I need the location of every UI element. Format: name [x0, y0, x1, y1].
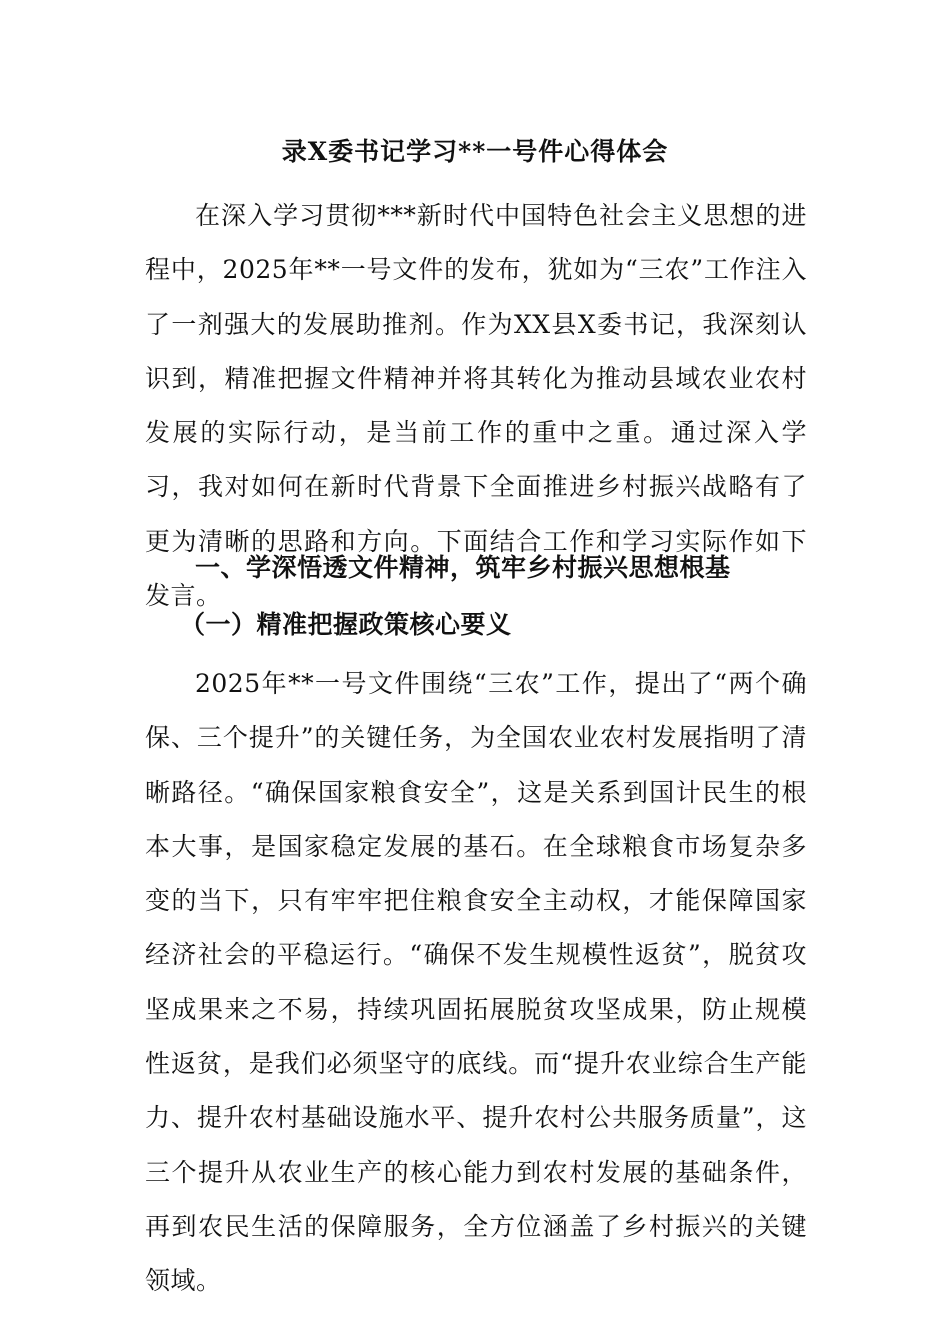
intro-paragraph: 在深入学习贯彻***新时代中国特色社会主义思想的进程中，2025年**一号文件的发布，犹如为“三农”工作注入了一剂强大的发展助推剂。作为XX县X委书记，我深刻认识到，精准把握文件精神并将其转化为推动县域农业农村发展的实际行动，是当前工作的重中之重。通过深入学习，我对如何在新时代背景下全面推进乡村振兴战略有了更为清晰的思路和方向。下面结合工作和学习实际作如下发言。	[145, 201, 807, 611]
document-title: 录X委书记学习**一号件心得体会	[281, 137, 669, 166]
section-heading-1: 一、学深悟透文件精神，筑牢乡村振兴思想根基	[195, 553, 731, 582]
subsection-body-paragraph: 2025年**一号文件围绕“三农”工作，提出了“两个确保、三个提升”的关键任务，为全国农业农村发展指明了清晰路径。“确保国家粮食安全”，这是关系到国计民生的根本大事，是国家稳定发展的基石。在全球粮食市场复杂多变的当下，只有牢牢把住粮食安全主动权，才能保障国家经济社会的平稳运行。“确保不发生规模性返贫”，脱贫攻坚成果来之不易，持续巩固拓展脱贫攻坚成果，防止规模性返贫，是我们必须坚守的底线。而“提升农业综合生产能力、提升农村基础设施水平、提升农村公共服务质量”，这三个提升从农业生产的核心能力到农村发展的基础条件，再到农民生活的保障服务，全方位涵盖了乡村振兴的关键领域。	[145, 669, 807, 1296]
subsection-heading-1: （一）精准把握政策核心要义	[180, 610, 512, 639]
